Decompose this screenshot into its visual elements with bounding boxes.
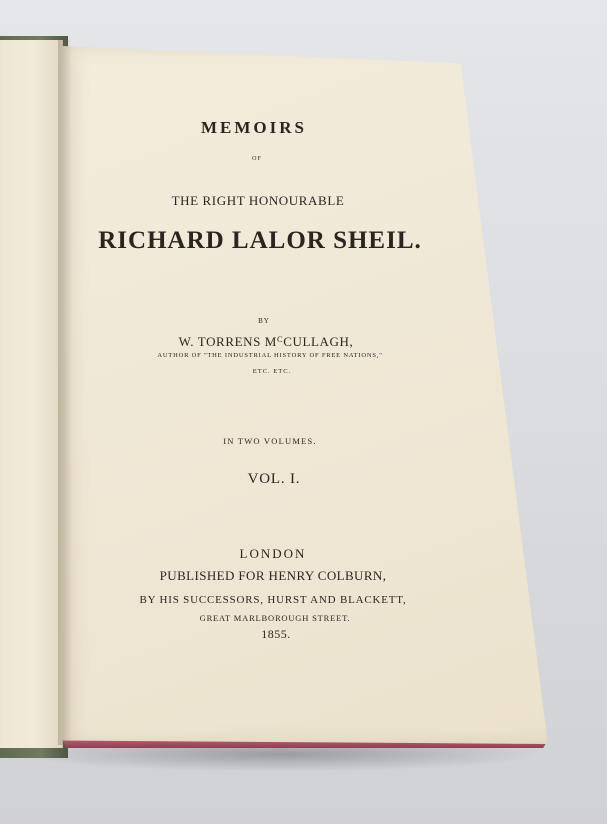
left-page [0,40,63,748]
author-name-pre: W. TORRENS M [178,334,277,349]
author-name-post: CULLAGH, [283,334,354,349]
author-credit: AUTHOR OF "THE INDUSTRIAL HISTORY OF FREE NATIONS," [157,352,383,359]
title-page [62,46,548,744]
by-line: BY [258,317,270,325]
honorific-line: THE RIGHT HONOURABLE [171,193,345,208]
volumes-line: IN TWO VOLUMES. [223,436,317,446]
etc-line: ETC. ETC. [252,368,292,375]
book-title: MEMOIRS [201,118,307,137]
publisher-line: PUBLISHED FOR HENRY COLBURN, [159,568,387,583]
publication-year: 1855. [261,627,291,641]
successors-line: BY HIS SUCCESSORS, HURST AND BLACKETT, [139,594,407,606]
book-gutter [58,40,72,745]
volume-number: VOL. I. [247,471,301,487]
author-name [179,334,354,350]
street-line: GREAT MARLBOROUGH STREET. [199,613,351,623]
city: LONDON [239,546,307,561]
subject-name: RICHARD LALOR SHEIL. [98,227,422,254]
title-of: OF [252,156,262,162]
author-name-sup: C [276,334,284,344]
